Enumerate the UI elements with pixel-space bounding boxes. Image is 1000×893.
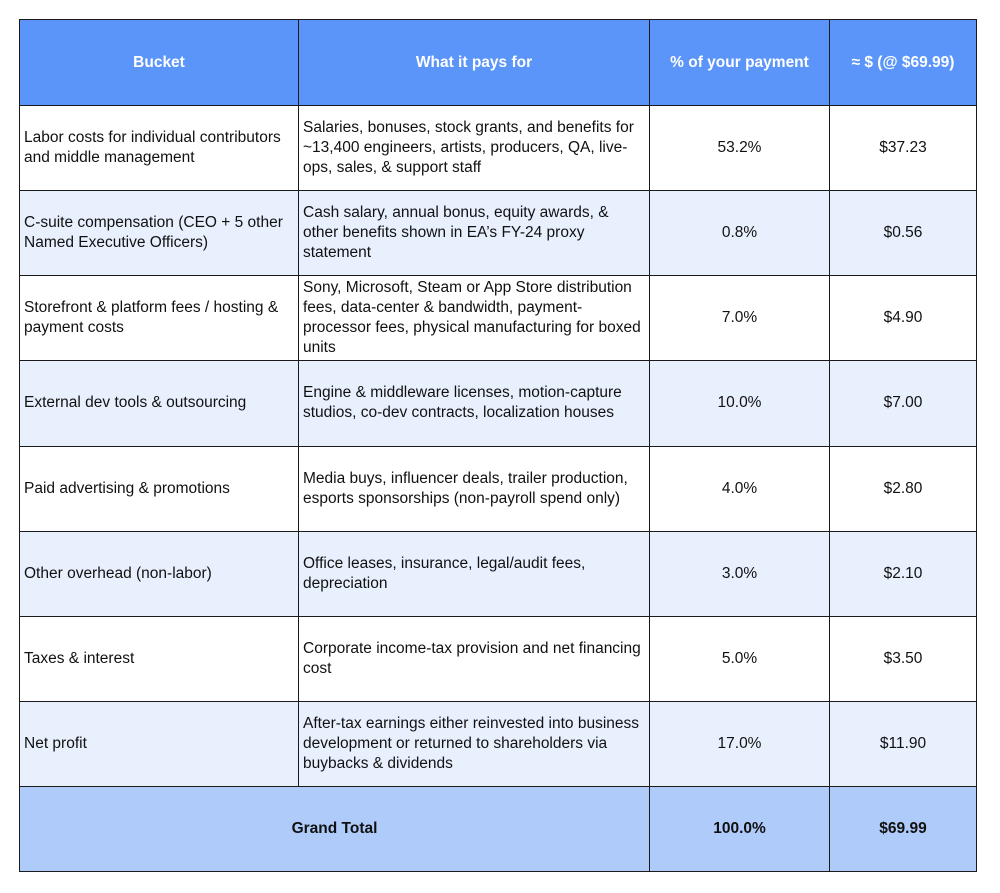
bucket-cell: C-suite compensation (CEO + 5 other Named Executive Officers)	[20, 191, 299, 276]
pays-for-cell: Media buys, influencer deals, trailer production, esports sponsorships (non-payroll spend only)	[299, 446, 650, 531]
table-row	[20, 276, 977, 361]
dollars-cell: $2.80	[830, 446, 977, 531]
percent-cell: 4.0%	[650, 446, 830, 531]
percent-cell: 7.0%	[650, 276, 830, 361]
percent-cell: 10.0%	[650, 361, 830, 446]
percent-cell: 53.2%	[650, 106, 830, 191]
table-row	[20, 191, 977, 276]
dollars-cell: $11.90	[830, 701, 977, 786]
bucket-cell: Other overhead (non-labor)	[20, 531, 299, 616]
grand-total-row	[20, 787, 977, 872]
pays-for-cell: Office leases, insurance, legal/audit fees, depreciation	[299, 531, 650, 616]
percent-cell: 17.0%	[650, 701, 830, 786]
bucket-cell: Net profit	[20, 701, 299, 786]
percent-cell: 0.8%	[650, 191, 830, 276]
dollars-cell: $3.50	[830, 616, 977, 701]
bucket-cell: Paid advertising & promotions	[20, 446, 299, 531]
header-bucket: Bucket	[20, 20, 299, 106]
bucket-cell: External dev tools & outsourcing	[20, 361, 299, 446]
pays-for-cell: Sony, Microsoft, Steam or App Store distribution fees, data-center & bandwidth, payment-processor fees, physical manufacturing for boxed units	[299, 276, 650, 361]
table-row	[20, 446, 977, 531]
header-row	[20, 20, 977, 106]
table-row	[20, 106, 977, 191]
grand-total-label: Grand Total	[20, 787, 650, 872]
dollars-cell: $0.56	[830, 191, 977, 276]
percent-cell: 5.0%	[650, 616, 830, 701]
payment-breakdown-table	[19, 19, 977, 872]
table-row	[20, 616, 977, 701]
dollars-cell: $7.00	[830, 361, 977, 446]
dollars-cell: $4.90	[830, 276, 977, 361]
table-row	[20, 361, 977, 446]
grand-total-dollars: $69.99	[830, 787, 977, 872]
header-dollars: ≈ $ (@ $69.99)	[830, 20, 977, 106]
header-pays-for: What it pays for	[299, 20, 650, 106]
dollars-cell: $2.10	[830, 531, 977, 616]
dollars-cell: $37.23	[830, 106, 977, 191]
pays-for-cell: Cash salary, annual bonus, equity awards, & other benefits shown in EA’s FY-24 proxy statement	[299, 191, 650, 276]
pays-for-cell: Engine & middleware licenses, motion-capture studios, co-dev contracts, localization houses	[299, 361, 650, 446]
header-percent: % of your payment	[650, 20, 830, 106]
bucket-cell: Taxes & interest	[20, 616, 299, 701]
table-row	[20, 531, 977, 616]
table-row	[20, 701, 977, 786]
pays-for-cell: Salaries, bonuses, stock grants, and benefits for ~13,400 engineers, artists, producers, QA, live-ops, sales, & support staff	[299, 106, 650, 191]
bucket-cell: Labor costs for individual contributors and middle management	[20, 106, 299, 191]
grand-total-percent: 100.0%	[650, 787, 830, 872]
bucket-cell: Storefront & platform fees / hosting & payment costs	[20, 276, 299, 361]
pays-for-cell: After-tax earnings either reinvested into business development or returned to shareholders via buybacks & dividends	[299, 701, 650, 786]
percent-cell: 3.0%	[650, 531, 830, 616]
pays-for-cell: Corporate income-tax provision and net financing cost	[299, 616, 650, 701]
